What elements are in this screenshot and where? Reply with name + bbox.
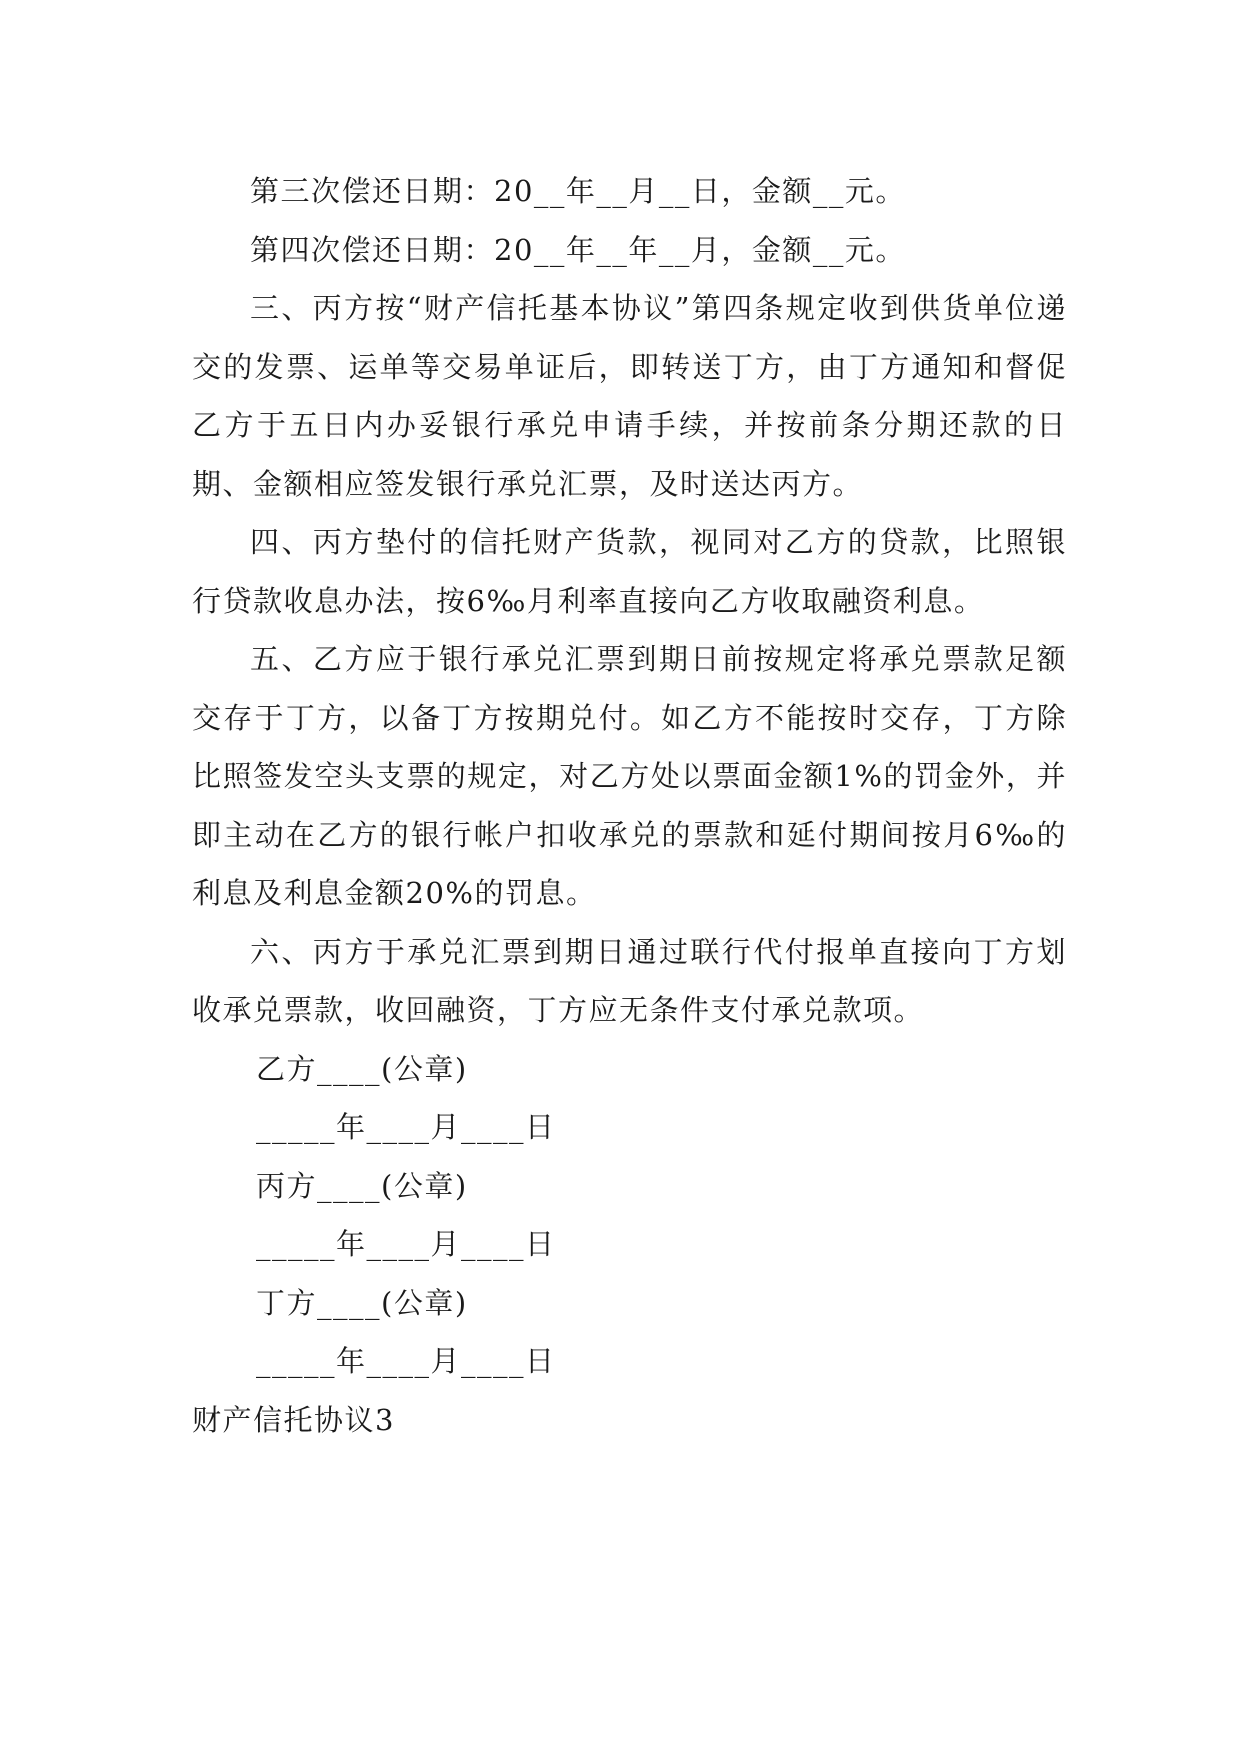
signature-date-ding: _____年____月____日 bbox=[256, 1344, 556, 1378]
paragraph-clause-4: 四、丙方垫付的信托财产货款，视同对乙方的贷款，比照银行贷款收息办法，按6‰月利率直接向乙方收取融资利息。 bbox=[192, 525, 1067, 618]
paragraph-clause-5: 五、乙方应于银行承兑汇票到期日前按规定将承兑票款足额交存于丁方，以备丁方按期兑付。如乙方不能按时交存，丁方除比照签发空头支票的规定，对乙方处以票面金额1%的罚金外，并即主动在乙方的银行帐户扣收承兑的票款和延付期间按月6‰的利息及利息金额20%的罚息。 bbox=[192, 642, 1067, 910]
next-section-heading: 财产信托协议3 bbox=[192, 1402, 395, 1437]
signature-party-ding: 丁方____(公章) bbox=[256, 1285, 468, 1320]
paragraph-repayment-3: 第三次偿还日期：20__年__月__日，金额__元。 bbox=[250, 174, 906, 208]
paragraph-clause-3: 三、丙方按“财产信托基本协议”第四条规定收到供货单位递交的发票、运单等交易单证后，即转送丁方，由丁方通知和督促乙方于五日内办妥银行承兑申请手续，并按前条分期还款的日期、金额相应签发银行承兑汇票，及时送达丙方。 bbox=[192, 291, 1067, 501]
paragraph-repayment-4: 第四次偿还日期：20__年__年__月，金额__元。 bbox=[250, 232, 906, 267]
paragraph-clause-6: 六、丙方于承兑汇票到期日通过联行代付报单直接向丁方划收承兑票款，收回融资，丁方应无条件支付承兑款项。 bbox=[192, 934, 1067, 1027]
signature-date-bing: _____年____月____日 bbox=[256, 1227, 556, 1261]
signature-party-yi: 乙方____(公章) bbox=[256, 1051, 468, 1086]
document-body bbox=[192, 162, 1067, 1449]
signature-date-yi: _____年____月____日 bbox=[256, 1110, 556, 1144]
signature-party-bing: 丙方____(公章) bbox=[256, 1168, 468, 1203]
